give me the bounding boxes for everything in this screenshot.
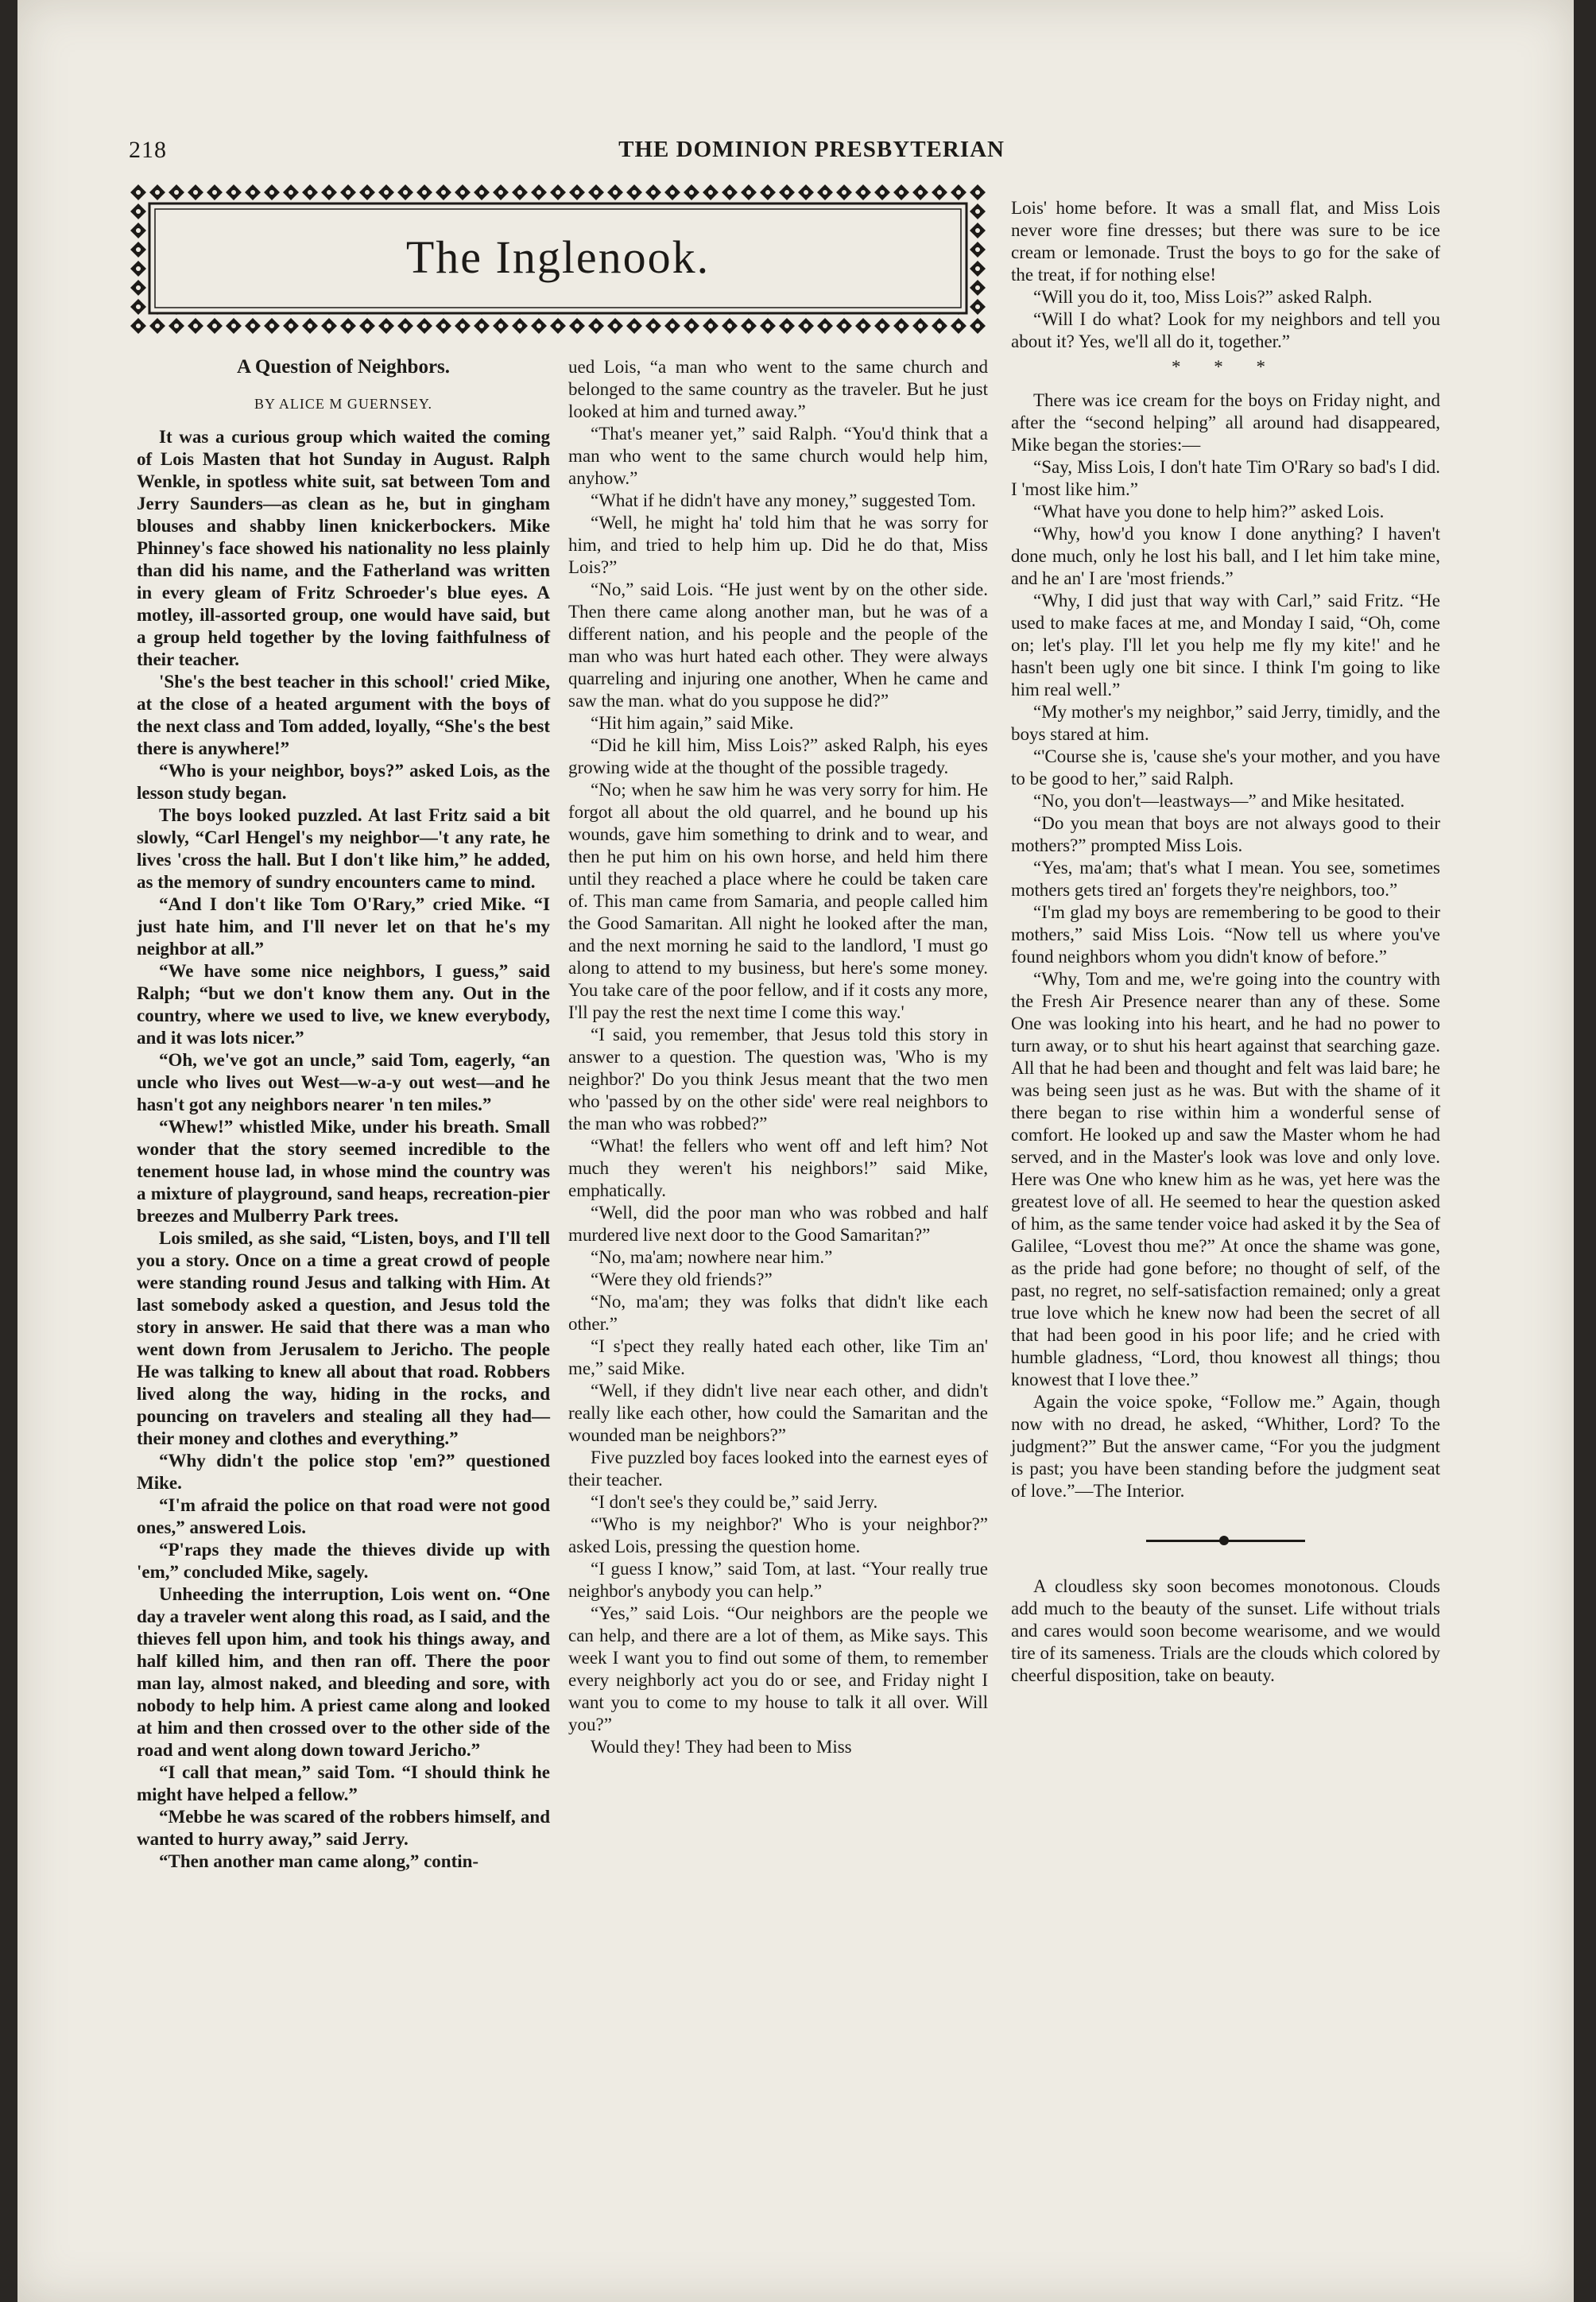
paragraph: “I'm glad my boys are remembering to be good to their mothers,” said Miss Lois. “Now tell us where you've found neighbors whom you didn't know of before.” bbox=[1011, 902, 1440, 967]
paragraph: “Say, Miss Lois, I don't hate Tim O'Rary so bad's I did. I 'most like him.” bbox=[1011, 457, 1440, 499]
paragraph: Lois' home before. It was a small flat, and Miss Lois never wore fine dresses; but there was sure to be ice cream or lemonade. Trust the boys to go for the sake of the treat, if for nothing else! bbox=[1011, 198, 1440, 285]
paragraph: “Why, how'd you know I done anything? I haven't done much, only he lost his ball, and I let him take mine, and he an' I are 'most friends.” bbox=[1011, 524, 1440, 588]
section-title-frame bbox=[129, 183, 987, 334]
column-2 bbox=[568, 356, 988, 1758]
paragraph: “Well, did the poor man who was robbed and half murdered live next door to the Good Samaritan?” bbox=[568, 1203, 988, 1245]
paragraph: “And I don't like Tom O'Rary,” cried Mike. “I just hate him, and I'll never let on that he's my neighbor at all.” bbox=[137, 894, 550, 959]
paragraph: Unheeding the interruption, Lois went on. “One day a traveler went along this road, as I said, and the thieves fell upon him, and took his things away, and half killed him, and then ran off. There the poor man lay, almost naked, and bleeding and sore, with nobody to help him. A priest came along and looked at him and then crossed over to the other side of the road and went along down toward Jericho.” bbox=[137, 1584, 550, 1760]
paragraph: 'She's the best teacher in this school!' cried Mike, at the close of a heated argument with the boys of the next class and Tom added, loyally, “She's the best there is anywhere!” bbox=[137, 672, 550, 758]
paragraph: Five puzzled boy faces looked into the earnest eyes of their teacher. bbox=[568, 1447, 988, 1490]
divider-ornament bbox=[1011, 1528, 1440, 1552]
paragraph: “I said, you remember, that Jesus told this story in answer to a question. The question was, 'Who is my neighbor?' Do you think Jesus meant that the two men who 'passed by on the other side' were real neighbors to the man who was robbed?” bbox=[568, 1025, 988, 1134]
section-title: The Inglenook. bbox=[405, 231, 711, 283]
paragraph: “Why, Tom and me, we're going into the country with the Fresh Air Presence nearer than any of these. Some One was looking into his heart, and he had no power to turn away, or to shut his heart against that searching gaze. All that he had been and thought and felt was laid bare; he was being seen just as he was. But with the shame of it there began to rise within him a wonderful sense of comfort. He looked up and saw the Master whom he had served, and in the Master's look was love and only love. Here was One who knew him as he was, yet here was the greatest love of all. He seemed to hear the question asked of him, as the same tender voice had asked it by the Sea of Galilee, “Lovest thou me?” At once the shame was gone, as the pride had gone before; no thought of self, of the past, no regret, no self-satisfaction remained; only a great true love which he knew now had been the secret of all that had been good in his poor life; and he cried with humble gladness, “Lord, thou knowest all things; thou knowest that I love thee.” bbox=[1011, 969, 1440, 1389]
paragraph: “I guess I know,” said Tom, at last. “Your really true neighbor's anybody you can help.” bbox=[568, 1559, 988, 1601]
paragraph: “What if he didn't have any money,” suggested Tom. bbox=[591, 490, 976, 510]
article-title: A Question of Neighbors. bbox=[236, 356, 451, 378]
paragraph: There was ice cream for the boys on Friday night, and after the “second helping” all around had disappeared, Mike began the stories:— bbox=[1011, 390, 1440, 455]
paragraph: “I s'pect they really hated each other, like Tim an' me,” said Mike. bbox=[568, 1336, 988, 1378]
column-3 bbox=[1011, 197, 1440, 1687]
paragraph: “No, ma'am; they was folks that didn't like each other.” bbox=[568, 1292, 988, 1334]
paragraph: “That's meaner yet,” said Ralph. “You'd think that a man who went to the same church would help him, anyhow.” bbox=[568, 424, 988, 488]
paragraph: “My mother's my neighbor,” said Jerry, timidly, and the boys stared at him. bbox=[1011, 702, 1440, 744]
paragraph: A cloudless sky soon becomes monotonous. Clouds add much to the beauty of the sunset. Life without trials and cares would soon become wearisome, and we would tire of its sameness. Trials are the clouds which colored by cheerful disposition, take on beauty. bbox=[1011, 1576, 1440, 1685]
paragraph: “I call that mean,” said Tom. “I should think he might have helped a fellow.” bbox=[137, 1762, 550, 1804]
paragraph: “Why, I did just that way with Carl,” said Fritz. “He used to make faces at me, and Monday I said, “Oh, come on; let's play. I'll let you help me fly my kite!' and he hasn't been ugly one bit since. I think I'm going to like him real well.” bbox=[1011, 591, 1440, 700]
paragraph: “Why didn't the police stop 'em?” questioned Mike. bbox=[137, 1451, 550, 1493]
paragraph: “Well, he might ha' told him that he was sorry for him, and tried to help him up. Did he do that, Miss Lois?” bbox=[568, 513, 988, 577]
paragraph: “'Who is my neighbor?' Who is your neighbor?” asked Lois, pressing the question home. bbox=[568, 1514, 988, 1556]
article-byline: BY ALICE M GUERNSEY. bbox=[254, 396, 433, 412]
paragraph: “What have you done to help him?” asked Lois. bbox=[1033, 502, 1385, 521]
paragraph: ued Lois, “a man who went to the same church and belonged to the same country as the traveler. But he just looked at him and turned away.” bbox=[568, 357, 988, 421]
paragraph: “Will I do what? Look for my neighbors and tell you about it? Yes, we'll all do it, together.” bbox=[1011, 309, 1440, 351]
paragraph: “Yes, ma'am; that's what I mean. You see, sometimes mothers gets tired an' forgets they're neighbors, too.” bbox=[1011, 858, 1440, 900]
paragraph: Lois smiled, as she said, “Listen, boys, and I'll tell you a story. Once on a time a great crowd of people were standing round Jesus and talking with Him. At last somebody asked a question, and Jesus told the story in answer. He said that there was a man who went down from Jerusalem to Jericho. The people He was talking to knew all about that road. Robbers lived along the way, hiding in the rocks, and pouncing on travelers and stealing all they had—their money and clothes and everything.” bbox=[137, 1228, 550, 1448]
paragraph: “Mebbe he was scared of the robbers himself, and wanted to hurry away,” said Jerry. bbox=[137, 1807, 550, 1849]
paragraph: “Who is your neighbor, boys?” asked Lois, as the lesson study began. bbox=[137, 761, 550, 803]
paragraph: “Will you do it, too, Miss Lois?” asked Ralph. bbox=[1033, 287, 1373, 307]
paragraph: “We have some nice neighbors, I guess,” said Ralph; “but we don't know them any. Out in the country, where we used to live, we knew everybody, and it was lots nicer.” bbox=[137, 961, 550, 1048]
paragraph: “P'raps they made the thieves divide up with 'em,” concluded Mike, sagely. bbox=[137, 1540, 550, 1582]
page-number: 218 bbox=[129, 137, 167, 163]
paragraph: “Whew!” whistled Mike, under his breath. Small wonder that the story seemed incredible to the tenement house lad, in whose mind the country was a mixture of playground, sand heaps, recreation-pier breezes and Mulberry Park trees. bbox=[137, 1117, 550, 1226]
journal-title: THE DOMINION PRESBYTERIAN bbox=[618, 137, 1005, 162]
paragraph: “Then another man came along,” contin- bbox=[159, 1851, 479, 1871]
paragraph: “Do you mean that boys are not always good to their mothers?” prompted Miss Lois. bbox=[1011, 813, 1440, 855]
paragraph: The boys looked puzzled. At last Fritz said a bit slowly, “Carl Hengel's my neighbor—'t any rate, he lives 'cross the hall. But I don't like him,” he added, as the memory of sundry encounters came to mind. bbox=[137, 805, 550, 892]
divider-dot bbox=[1219, 1536, 1229, 1545]
paragraph: “I'm afraid the police on that road were not good ones,” answered Lois. bbox=[137, 1495, 550, 1537]
paragraph: “'Course she is, 'cause she's your mother, and you have to be good to her,” said Ralph. bbox=[1011, 746, 1440, 789]
column-1 bbox=[137, 356, 550, 1873]
paragraph: “Did he kill him, Miss Lois?” asked Ralph, his eyes growing wide at the thought of the possible tragedy. bbox=[568, 735, 988, 777]
section-break-stars: * * * bbox=[1172, 357, 1280, 377]
paragraph: “Oh, we've got an uncle,” said Tom, eagerly, “an uncle who lives out West—w-a-y out west—and he hasn't got any neighbors nearer 'n ten miles.” bbox=[137, 1050, 550, 1114]
paragraph: “Well, if they didn't live near each other, and didn't really like each other, how could the Samaritan and the wounded man be neighbors?” bbox=[568, 1381, 988, 1445]
paragraph: It was a curious group which waited the coming of Lois Masten that hot Sunday in August. Ralph Wenkle, in spotless white suit, sat between Tom and Jerry Saunders—as clean as he, but in gingham blouses and shabby linen knickerbockers. Mike Phinney's face showed his nationality no less plainly than did his name, and the Fatherland was written in every gleam of Fritz Schroeder's blue eyes. A motley, ill-assorted group, one would have said, but a group held together by the loving faithfulness of their teacher. bbox=[137, 427, 550, 669]
paragraph: “Hit him again,” said Mike. bbox=[591, 713, 794, 733]
paragraph: “What! the fellers who went off and left him? Not much they weren't his neighbors!” said Mike, emphatically. bbox=[568, 1136, 988, 1200]
paragraph: Would they! They had been to Miss bbox=[591, 1737, 852, 1757]
paragraph: “Were they old friends?” bbox=[591, 1269, 773, 1289]
paragraph: “I don't see's they could be,” said Jerry. bbox=[591, 1492, 878, 1512]
paragraph: “No, you don't—leastways—” and Mike hesitated. bbox=[1033, 791, 1405, 811]
paragraph: “No; when he saw him he was very sorry for him. He forgot all about the old quarrel, and he bound up his wounds, gave him something to drink and to wear, and then he put him on his own horse, and held him there until they reached a place where he could be taken care of. This man came from Samaria, and people called him the Good Samaritan. All night he looked after the man, and the next morning he said to the landlord, 'I must go along to attend to my business, but here's some money. You take care of the poor fellow, and if it costs any more, I'll pay the rest the next time I come this way.' bbox=[568, 780, 988, 1022]
newspaper-page bbox=[17, 0, 1574, 2302]
paragraph: Again the voice spoke, “Follow me.” Again, though now with no dread, he asked, “Whither, Lord? To the judgment?” But the answer came, “For you the judgment is past; you have been standing before the judgment seat of love.”—The Interior. bbox=[1011, 1392, 1440, 1501]
paragraph: “Yes,” said Lois. “Our neighbors are the people we can help, and there are a lot of them, as Mike says. This week I want you to find out some of them, to remember every neighborly act you do or see, and Friday night I want you to come to my house to talk it all over. Will you?” bbox=[568, 1603, 988, 1734]
paragraph: “No, ma'am; nowhere near him.” bbox=[591, 1247, 833, 1267]
paragraph: “No,” said Lois. “He just went by on the other side. Then there came along another man, but he was of a different nation, and his people and the people of the man who was hurt hated each other. They were always quarreling and injuring one another, When he came and saw the man. what do you suppose he did?” bbox=[568, 579, 988, 711]
